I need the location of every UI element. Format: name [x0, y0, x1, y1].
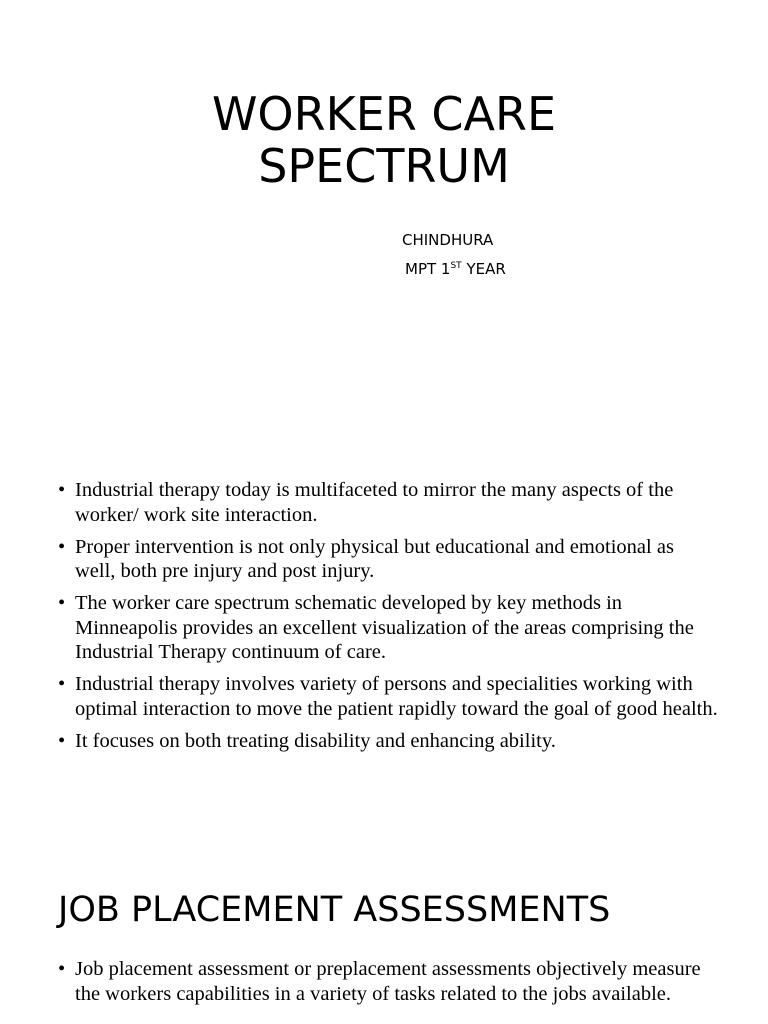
- bullet-item: [58, 957, 718, 1006]
- author-name: CHINDHURA: [402, 231, 494, 249]
- title-line-2: SPECTRUM: [258, 139, 510, 193]
- bullet-item: [58, 535, 718, 584]
- job-placement-slide: [0, 880, 768, 1014]
- bullet-text: Industrial therapy today is multifaceted to mirror the many aspects of the worker/ work site interaction.: [75, 479, 674, 526]
- bullet-text: Job placement assessment or preplacement assessments objectively measure the workers capabilities in a variety of tasks related to the jobs available.: [75, 958, 701, 1005]
- bullet-icon: •: [58, 535, 66, 558]
- bullet-item: [58, 478, 718, 527]
- overview-slide: [0, 478, 768, 761]
- bullet-icon: •: [58, 673, 66, 695]
- course-year: [0, 259, 768, 279]
- course-suffix: YEAR: [461, 260, 506, 278]
- bullet-item: [58, 729, 718, 754]
- bullet-text: The worker care spectrum schematic developed by key methods in Minneapolis provides an excellent visualization of the areas comprising the Industrial Therapy continuum of care.: [75, 592, 694, 663]
- title-slide: [0, 0, 768, 430]
- bullet-text: It focuses on both treating disability and enhancing ability.: [75, 729, 556, 752]
- bullet-text: Proper intervention is not only physical but educational and emotional as well, both pre injury and post injury.: [75, 535, 674, 582]
- course-superscript: ST: [450, 261, 462, 271]
- bullet-icon: •: [58, 592, 66, 614]
- title-line-1: WORKER CARE: [211, 87, 557, 141]
- overview-bullet-list: [0, 478, 718, 753]
- course-prefix: MPT 1: [405, 260, 451, 278]
- bullet-icon: •: [58, 958, 66, 980]
- bullet-item: [58, 591, 718, 665]
- bullet-icon: •: [58, 729, 66, 752]
- bullet-text: Industrial therapy involves variety of persons and specialities working with optimal interaction to move the patient rapidly toward the goal of good health.: [75, 673, 718, 720]
- job-bullet-list: [0, 957, 718, 1006]
- bullet-icon: •: [58, 479, 66, 501]
- presentation-title: [0, 88, 768, 192]
- bullet-item: [58, 672, 718, 721]
- section-title: JOB PLACEMENT ASSESSMENTS: [58, 890, 611, 930]
